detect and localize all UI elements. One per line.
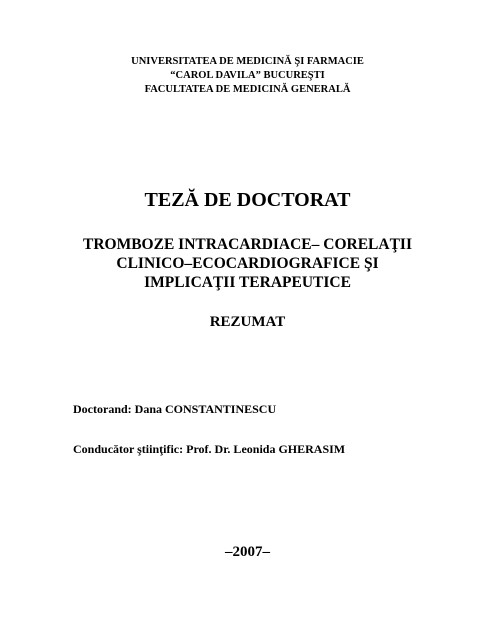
university-subname: “CAROL DAVILA” BUCUREŞTI	[170, 70, 325, 81]
university-name: UNIVERSITATEA DE MEDICINĂ ŞI FARMACIE	[131, 56, 364, 67]
thesis-topic-line-3: IMPLICAŢII TERAPEUTICE	[144, 274, 351, 291]
thesis-topic-line-1: TROMBOZE INTRACARDIACE– CORELAŢII	[83, 236, 412, 253]
year-label: –2007–	[225, 544, 270, 560]
author-line: Doctorand: Dana CONSTANTINESCU	[73, 402, 277, 416]
advisor-line: Conducător ştiinţific: Prof. Dr. Leonida GHERASIM	[73, 442, 346, 456]
summary-label: REZUMAT	[209, 314, 286, 330]
faculty-name: FACULTATEA DE MEDICINĂ GENERALĂ	[144, 84, 351, 95]
thesis-type-title: TEZĂ DE DOCTORAT	[144, 189, 351, 211]
thesis-topic-line-2: CLINICO–ECOCARDIOGRAFICE ŞI	[116, 255, 379, 272]
